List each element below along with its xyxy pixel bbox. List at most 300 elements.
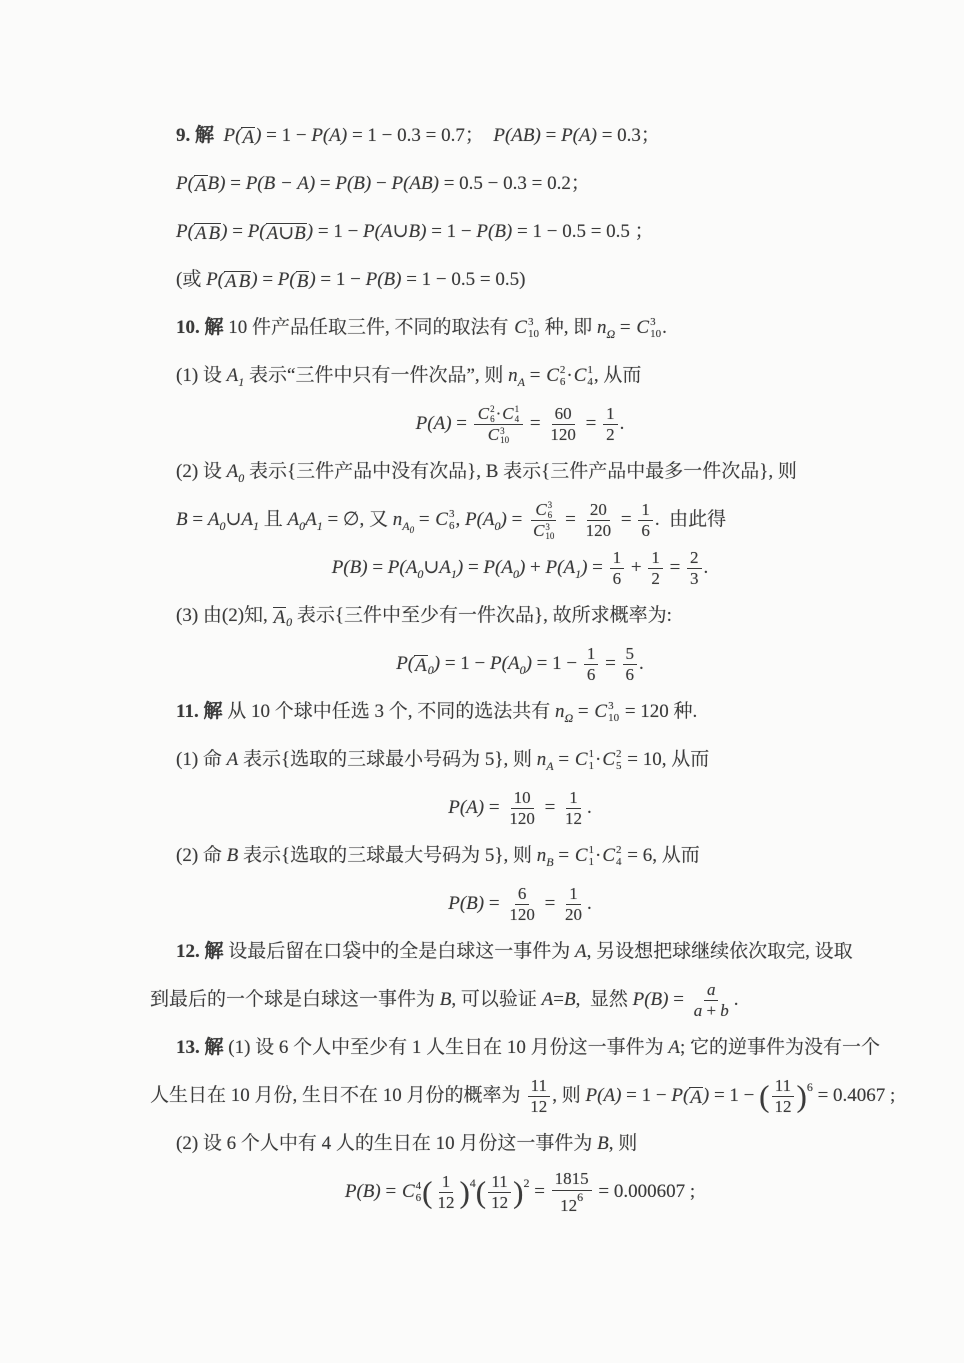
- overline-term: B: [296, 271, 309, 292]
- text-run: = 1 −: [426, 221, 477, 242]
- math-run: P(A∪B): [363, 221, 427, 242]
- text-run: = 1 −: [531, 653, 582, 674]
- text-run: = 1 − 0.3 = 0.7；: [347, 125, 494, 146]
- combination-scripts: [515, 405, 520, 424]
- math-run: A: [287, 509, 300, 530]
- line-10-4: [150, 592, 890, 640]
- line-11-f1: [150, 784, 890, 832]
- combination-superscript: 3: [545, 521, 550, 532]
- math-run: P(B): [331, 557, 368, 578]
- combination-scripts: [616, 845, 622, 868]
- overline-term: A: [194, 175, 207, 196]
- fraction-numerator: 1815: [552, 1169, 592, 1190]
- fraction: [562, 788, 585, 830]
- text-run: , 可以验证: [451, 989, 542, 1010]
- subscript: 0: [219, 519, 226, 533]
- text-run: (1) 设: [176, 365, 227, 386]
- combination-superscript: 1: [588, 748, 595, 761]
- combination-base: C: [502, 403, 514, 423]
- right-paren-icon: ): [513, 1174, 524, 1210]
- math-run: P(A): [585, 1085, 622, 1106]
- text-run: 且: [258, 509, 288, 530]
- text-run: (3) 由(2)知,: [176, 605, 273, 626]
- fraction-numerator: 2: [687, 548, 702, 569]
- binomial-coefficient: [478, 404, 495, 425]
- text-run: , 则: [552, 1085, 586, 1106]
- text-run: (或: [176, 269, 207, 290]
- math-run: B: [439, 989, 452, 1010]
- text-run: = 1 −: [709, 1085, 760, 1106]
- combination-base: C: [401, 1181, 415, 1202]
- math-run: n: [536, 749, 547, 770]
- text-run: 表示{选取的三球最小号码为 5}, 则: [238, 749, 537, 770]
- text-run: 从 10 个球中任选 3 个, 不同的选法共有: [222, 701, 555, 722]
- fraction-denominator: 6: [641, 521, 650, 541]
- text-run: = 6, 从而: [622, 845, 700, 866]
- problem-label: 13. 解: [176, 1037, 224, 1058]
- math-run: n: [508, 365, 518, 386]
- math-run: P(A): [561, 125, 597, 146]
- math-run: P(A: [483, 557, 513, 578]
- binomial-coefficient: [546, 352, 565, 400]
- subscript: 0: [238, 471, 245, 485]
- combination-base: C: [533, 521, 545, 541]
- line-12-2: [150, 976, 890, 1024]
- text-run: =: [463, 557, 484, 578]
- right-paren-icon: ): [459, 1174, 470, 1210]
- subscript: 0: [299, 519, 306, 533]
- combination-base: C: [602, 845, 616, 866]
- fraction-denominator: 6: [612, 569, 622, 589]
- fraction-numerator: [474, 404, 523, 426]
- problem-label: 12. 解: [176, 941, 224, 962]
- text-run: =: [525, 413, 546, 434]
- fraction: [529, 500, 558, 542]
- text-run: ∪: [423, 557, 440, 578]
- combination-subscript: 5: [616, 759, 622, 772]
- combination-subscript: 10: [500, 435, 510, 446]
- fraction-denominator: 6: [586, 665, 596, 685]
- subscript: 0: [286, 615, 293, 629]
- text-run: =: [616, 509, 637, 530]
- text-run: = 1 −: [440, 653, 491, 674]
- math-run: P(: [223, 125, 242, 146]
- combination-subscript: 6: [490, 413, 495, 424]
- combination-subscript: 10: [527, 327, 539, 340]
- fraction-denominator: 2: [606, 425, 615, 445]
- text-run: +: [626, 557, 647, 578]
- text-run: = 0.3；: [596, 125, 660, 146]
- combination-base: C: [594, 701, 608, 722]
- combination-scripts: [589, 749, 595, 772]
- line-13-f1: [150, 1168, 890, 1216]
- text-run: ,: [455, 509, 465, 530]
- line-11-f2: [150, 880, 890, 928]
- line-13-3: [150, 1120, 890, 1168]
- text-run: , 另设想把球继续依次取完, 设取: [586, 941, 853, 962]
- right-paren-icon: ): [796, 1078, 807, 1114]
- math-run: A: [207, 509, 220, 530]
- superscript: 2: [523, 1176, 530, 1190]
- text-run: .: [662, 317, 667, 338]
- text-run: 表示{选取的三球最大号码为 5}, 则: [238, 845, 537, 866]
- fraction-denominator: 3: [690, 569, 699, 589]
- fraction: [474, 404, 523, 446]
- combination-superscript: 3: [650, 316, 656, 329]
- fraction-numerator: [531, 500, 556, 522]
- math-run: ): [456, 557, 464, 578]
- fraction-denominator: 12: [774, 1097, 792, 1117]
- math-run: P(B): [476, 221, 513, 242]
- text-run: =: [587, 557, 608, 578]
- subscript: 0: [417, 567, 424, 581]
- combination-scripts: [589, 845, 595, 868]
- math-run: P(: [277, 269, 296, 290]
- combination-scripts: [616, 749, 622, 772]
- combination-superscript: 3: [547, 500, 553, 511]
- binomial-coefficient: [575, 736, 594, 784]
- fraction-numerator: 1: [566, 884, 581, 905]
- text-run: =: [187, 509, 208, 530]
- combination-base: C: [573, 365, 587, 386]
- fraction-denominator: 120: [509, 809, 535, 829]
- fraction-numerator: 1: [603, 404, 618, 425]
- overline-term: A: [273, 607, 286, 628]
- line-11-1: [150, 736, 890, 784]
- fraction-numerator: 11: [528, 1076, 550, 1097]
- combination-subscript: 4: [587, 375, 593, 388]
- math-run: ): [525, 653, 532, 674]
- fraction-denominator: 12: [530, 1097, 548, 1117]
- combination-scripts: [650, 317, 661, 340]
- fraction: [771, 1076, 794, 1118]
- math-run: A: [575, 941, 587, 962]
- line-10-f1: [150, 400, 890, 448]
- text-run: = 1 −: [313, 221, 364, 242]
- text-run: =: [600, 653, 621, 674]
- superscript: 4: [469, 1176, 476, 1190]
- text-run: = 10, 从而: [622, 749, 710, 770]
- subscript: 1: [252, 519, 259, 533]
- fraction-numerator: 1: [638, 500, 653, 521]
- fraction: [603, 404, 618, 446]
- text-run: = 120 种.: [620, 701, 698, 722]
- line-10-3: [150, 496, 890, 544]
- text-run: = 1 −: [315, 269, 366, 290]
- text-run: +: [525, 557, 546, 578]
- combination-scripts: [528, 317, 539, 340]
- math-run: a: [693, 1001, 703, 1021]
- binomial-coefficient: [514, 304, 539, 352]
- math-run: ): [251, 269, 258, 290]
- fraction: [638, 500, 653, 542]
- math-run: n: [554, 701, 565, 722]
- subscript: Ω: [606, 327, 616, 341]
- math-run: A: [439, 557, 451, 578]
- text-run: ·: [495, 403, 502, 423]
- fraction-denominator: 120: [509, 905, 535, 925]
- text-run: =: [484, 797, 505, 818]
- combination-base: C: [477, 403, 490, 423]
- combination-base: C: [636, 317, 650, 338]
- subscript: 0: [512, 567, 519, 581]
- text-run: =: [560, 509, 581, 530]
- text-run: =: [615, 317, 636, 338]
- combination-scripts: [449, 509, 455, 532]
- text-run: =: [225, 173, 246, 194]
- math-run: P(A: [545, 557, 576, 578]
- combination-scripts: [548, 501, 553, 520]
- math-run: A: [541, 989, 554, 1010]
- text-run: [214, 125, 224, 146]
- overline-term: A: [225, 271, 237, 292]
- fraction: [527, 1076, 550, 1118]
- text-run: =: [529, 1181, 550, 1202]
- line-9-1: [150, 112, 890, 160]
- math-run: a: [706, 979, 716, 999]
- combination-base: C: [514, 317, 527, 338]
- text-run: 表示{三件中至少有一件次品}, 故所求概率为:: [292, 605, 672, 626]
- math-run: P(AB): [493, 125, 541, 146]
- subscript: A: [517, 375, 525, 389]
- fraction: [506, 788, 538, 830]
- text-run: 到最后的一个球是白球这一事件为: [150, 989, 440, 1010]
- combination-scripts: [500, 427, 509, 446]
- text-run: = ∅, 又: [322, 509, 393, 530]
- overline-term: B: [208, 223, 221, 244]
- text-run: =: [484, 893, 505, 914]
- math-run: P(: [206, 269, 225, 290]
- math-run: B): [207, 173, 226, 194]
- superscript: 6: [806, 1080, 813, 1094]
- combination-subscript: 10: [608, 711, 620, 724]
- text-run: =: [451, 413, 472, 434]
- text-run: ·: [566, 365, 573, 386]
- problem-label: 11. 解: [176, 701, 223, 722]
- text-run: (2) 命: [176, 845, 227, 866]
- subscript: A: [546, 759, 554, 773]
- fraction: [691, 980, 732, 1022]
- fraction-denominator: 12: [565, 809, 583, 829]
- combination-scripts: [490, 405, 495, 424]
- math-run: A: [226, 365, 239, 386]
- text-run: 10 件产品任取三件, 不同的取法有: [223, 317, 514, 338]
- math-run: ): [255, 125, 262, 146]
- text-run: =: [664, 557, 686, 578]
- math-run: P(: [176, 173, 194, 194]
- text-run: 设最后留在口袋中的全是白球这一事件为: [223, 941, 576, 962]
- text-run: (2) 设 6 个人中有 4 人的生日在 10 月份这一事件为: [176, 1133, 598, 1154]
- combination-base: C: [487, 425, 500, 445]
- overline-term: A: [242, 127, 255, 148]
- combination-superscript: 3: [527, 316, 534, 329]
- line-12-1: [150, 928, 890, 976]
- fraction-numerator: 20: [587, 500, 610, 521]
- math-run: ): [581, 557, 588, 578]
- text-run: .: [587, 893, 592, 914]
- line-10-0: [150, 304, 890, 352]
- overline-term: B: [238, 271, 251, 292]
- math-run: P(A: [490, 653, 520, 674]
- combination-subscript: 1: [588, 759, 595, 772]
- combination-base: C: [574, 845, 588, 866]
- line-13-2: [150, 1072, 896, 1120]
- text-run: , 从而: [593, 365, 642, 386]
- subscript: 1: [450, 567, 457, 581]
- text-run: .: [619, 413, 625, 434]
- text-run: =: [257, 269, 278, 290]
- fraction: [552, 1169, 592, 1216]
- text-run: ; 它的逆事件为没有一个: [680, 1037, 881, 1058]
- subscript: B: [546, 855, 554, 869]
- fraction-numerator: 1: [610, 548, 625, 569]
- combination-subscript: 4: [616, 855, 622, 868]
- binomial-coefficient: [594, 688, 619, 736]
- fraction-numerator: 5: [623, 644, 638, 665]
- math-run: B: [176, 509, 188, 530]
- math-run: P(: [247, 221, 266, 242]
- text-run: ∪: [225, 509, 242, 530]
- fraction-numerator: 6: [515, 884, 530, 905]
- math-run: P(A): [311, 125, 348, 146]
- combination-superscript: 2: [559, 364, 566, 377]
- fraction-denominator: [484, 425, 513, 446]
- math-run: A: [226, 749, 239, 770]
- fraction-numerator: [704, 980, 719, 1001]
- line-9-2: [150, 160, 890, 208]
- text-run: .: [703, 557, 709, 578]
- combination-subscript: 6: [547, 509, 553, 520]
- overline-term: A: [415, 655, 427, 676]
- text-run: =: [315, 173, 336, 194]
- subscript: A: [402, 519, 410, 533]
- text-run: 表示“三件中只有一件次品”, 则: [244, 365, 509, 386]
- overline-term: A: [194, 223, 207, 244]
- line-9-4: [150, 256, 890, 304]
- text-run: −: [371, 173, 392, 194]
- text-run: (2) 设: [176, 461, 227, 482]
- fraction-denominator: 20: [565, 905, 583, 925]
- text-run: =: [414, 509, 435, 530]
- binomial-coefficient: [435, 496, 454, 544]
- combination-superscript: 1: [588, 844, 595, 857]
- fraction: [488, 1172, 511, 1214]
- text-run: =: [573, 701, 594, 722]
- text-run: =: [553, 989, 564, 1010]
- combination-base: C: [535, 499, 547, 519]
- math-run: n: [392, 509, 403, 530]
- text-run: ·: [595, 749, 602, 770]
- combination-subscript: 10: [650, 327, 662, 340]
- math-run: n: [536, 845, 547, 866]
- text-run: =: [227, 221, 248, 242]
- problem-label: 10. 解: [176, 317, 224, 338]
- text-run: , 显然: [575, 989, 633, 1010]
- text-run: 人生日在 10 月份, 生日不在 10 月份的概率为: [150, 1085, 526, 1106]
- math-run: ): [433, 653, 441, 674]
- line-11-2: [150, 832, 890, 880]
- text-run: =: [668, 989, 689, 1010]
- text-run: . 由此得: [654, 509, 727, 530]
- text-run: =: [367, 557, 388, 578]
- math-run: ): [306, 221, 314, 242]
- fraction-denominator: 2: [651, 569, 660, 589]
- combination-base: C: [546, 365, 559, 386]
- subscript: 1: [575, 567, 582, 581]
- line-11-0: [150, 688, 890, 736]
- text-run: =: [539, 797, 561, 818]
- text-run: =: [553, 749, 574, 770]
- math-run: A: [241, 509, 253, 530]
- binomial-coefficient: [602, 736, 621, 784]
- combination-superscript: 2: [616, 844, 622, 857]
- math-run: ): [518, 557, 526, 578]
- math-run: P(: [671, 1085, 690, 1106]
- combination-superscript: 3: [608, 700, 614, 713]
- fraction-numerator: 1: [566, 788, 581, 809]
- math-run: ): [221, 221, 228, 242]
- math-run: P(B): [632, 989, 669, 1010]
- combination-scripts: [545, 523, 554, 542]
- line-10-f2: [150, 544, 890, 592]
- line-13-1: [150, 1024, 890, 1072]
- fraction-numerator: 1: [439, 1172, 454, 1193]
- text-run: = 1 − 0.5 = 0.5 ；: [512, 221, 654, 242]
- math-run: P(B − A): [245, 173, 316, 194]
- math-run: P(AB): [391, 173, 439, 194]
- binomial-coefficient: [533, 521, 554, 542]
- text-run: , 则: [608, 1133, 638, 1154]
- math-run: A: [668, 1037, 681, 1058]
- superscript: 6: [577, 1189, 584, 1204]
- solutions-text-block: [150, 112, 896, 1216]
- text-run: = 1 −: [621, 1085, 672, 1106]
- text-run: +: [702, 1001, 721, 1021]
- text-run: (1) 命: [176, 749, 227, 770]
- fraction-numerator: 11: [488, 1172, 510, 1193]
- fraction-numerator: 10: [511, 788, 534, 809]
- fraction: [583, 500, 615, 542]
- fraction: [648, 548, 663, 590]
- combination-subscript: 1: [588, 855, 595, 868]
- fraction: [562, 884, 585, 926]
- text-run: = 0.5 − 0.3 = 0.2；: [438, 173, 590, 194]
- line-10-1: [150, 352, 890, 400]
- text-run: = 1 −: [261, 125, 312, 146]
- math-run: B: [597, 1133, 609, 1154]
- fraction-denominator: [557, 1191, 586, 1216]
- combination-scripts: [587, 365, 593, 388]
- subscript: 1: [316, 519, 323, 533]
- text-run: 表示{三件产品中没有次品}, B 表示{三件产品中最多一件次品}, 则: [244, 461, 797, 482]
- math-run: ): [702, 1085, 710, 1106]
- fraction: [506, 884, 538, 926]
- line-10-2: [150, 448, 890, 496]
- fraction: [687, 548, 702, 590]
- combination-superscript: 1: [514, 404, 520, 415]
- math-run: A: [226, 461, 239, 482]
- text-run: = 0.4067 ;: [812, 1085, 896, 1106]
- binomial-coefficient: [574, 352, 593, 400]
- math-run: ): [500, 509, 507, 530]
- text-run: = 0.000607 ;: [593, 1181, 696, 1202]
- fraction: [584, 644, 599, 686]
- fraction: [610, 548, 625, 590]
- left-paren-icon: (: [759, 1078, 770, 1114]
- subscript: Ω: [564, 711, 574, 725]
- sub-subscript: 0: [409, 525, 415, 535]
- fraction-numerator: 1: [648, 548, 663, 569]
